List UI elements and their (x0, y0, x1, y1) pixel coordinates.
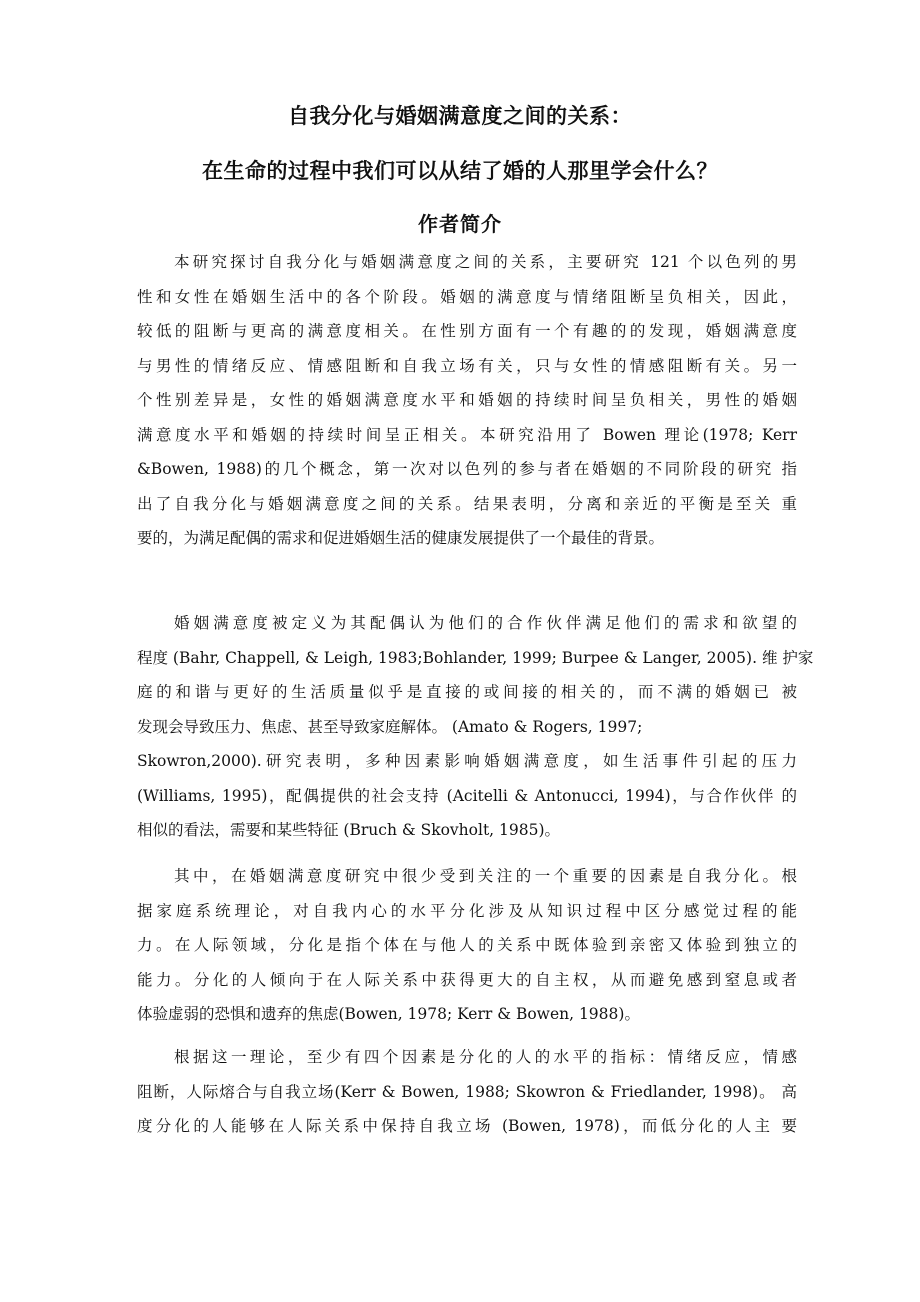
text-line: 婚姻满意度被定义为其配偶认为他们的合作伙伴满足他们的需求和欲望的 (174, 614, 797, 632)
abstract-paragraph (137, 245, 797, 556)
text-line: 个性别差异是，女性的婚姻满意度水平和婚姻的持续时间呈负相关，男性的婚姻 (137, 391, 797, 409)
text-line: Skowron,2000).研究表明，多种因素影响婚姻满意度，如生活事件引起的压力 (137, 752, 797, 770)
body-paragraph-differentiation (137, 859, 797, 1032)
document-title-line-2: 在生命的过程中我们可以从结了婚的人那里学会什么？ (202, 159, 718, 183)
text-line: 度分化的人能够在人际关系中保持自我立场 (Bowen, 1978)，而低分化的人主 要 (137, 1117, 797, 1135)
text-line: 据家庭系统理论，对自我内心的水平分化涉及从知识过程中区分感觉过程的能 (137, 901, 797, 920)
text-line: &Bowen, 1988)的几个概念，第一次对以色列的参与者在婚姻的不同阶段的研究 指 (137, 460, 797, 478)
text-line: 要的，为满足配偶的需求和促进婚姻生活的健康发展提供了一个最佳的背景。 (137, 529, 665, 547)
text-line: 出了自我分化与婚姻满意度之间的关系。结果表明，分离和亲近的平衡是至关 重 (137, 494, 797, 513)
document-title-line-1: 自我分化与婚姻满意度之间的关系： (288, 104, 632, 128)
text-line: 根据这一理论，至少有四个因素是分化的人的水平的指标：情绪反应，情感 (174, 1048, 797, 1066)
text-line: 阻断，人际熔合与自我立场(Kerr & Bowen, 1988; Skowron & Friedlander, 1998)。 高 (137, 1082, 797, 1101)
text-line: 相似的看法，需要和某些特征 (Bruch & Skovholt, 1985)。 (137, 821, 561, 839)
text-line: 力。在人际领域，分化是指个体在与他人的关系中既体验到亲密又体验到独立的 (137, 936, 797, 954)
text-line: (Williams, 1995)，配偶提供的社会支持 (Acitelli & Antonucci, 1994)，与合作伙伴 的 (137, 786, 797, 805)
text-line: 程度 (Bahr, Chappell, & Leigh, 1983;Bohlander, 1999; Burpee & Langer, 2005). 维 护家 (137, 648, 814, 667)
section-heading: 作者简介 (418, 212, 502, 236)
text-line: 满意度水平和婚姻的持续时间呈正相关。本研究沿用了 Bowen 理论(1978; Kerr (137, 425, 797, 444)
body-paragraph-definition (137, 606, 814, 848)
body-paragraph-factors (137, 1040, 797, 1144)
text-line: 性和女性在婚姻生活中的各个阶段。婚姻的满意度与情绪阻断呈负相关，因此， (137, 287, 797, 306)
text-line: 本研究探讨自我分化与婚姻满意度之间的关系，主要研究 121 个以色列的男 (174, 253, 797, 271)
text-line: 能力。分化的人倾向于在人际关系中获得更大的自主权，从而避免感到窒息或者 (137, 970, 797, 989)
text-line: 发现会导致压力、焦虑、甚至导致家庭解体。 (Amato & Rogers, 1997; (137, 717, 643, 736)
text-line: 较低的阻断与更高的满意度相关。在性别方面有一个有趣的的发现，婚姻满意度 (137, 322, 797, 340)
text-line: 体验虚弱的恐惧和遗弃的焦虑(Bowen, 1978; Kerr & Bowen, 1988)。 (137, 1005, 640, 1023)
text-line: 其中，在婚姻满意度研究中很少受到关注的一个重要的因素是自我分化。根 (174, 867, 797, 885)
text-line: 庭的和谐与更好的生活质量似乎是直接的或间接的相关的，而不满的婚姻已 被 (137, 683, 797, 701)
text-line: 与男性的情绪反应、情感阻断和自我立场有关，只与女性的情感阻断有关。另一 (137, 356, 797, 375)
